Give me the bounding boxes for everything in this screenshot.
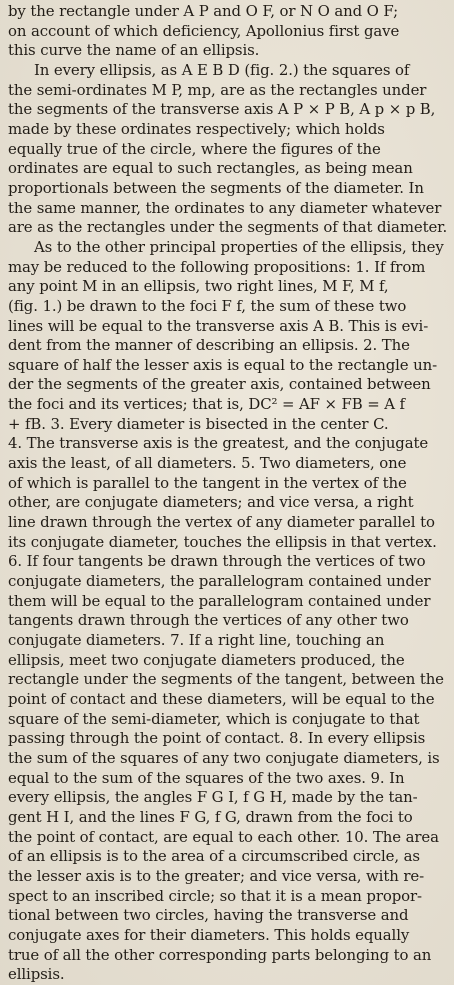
paragraph-start-line: As to the other principal properties of the ellipsis, they [34, 237, 444, 256]
text-line: ellipsis, meet two conjugate diameters produced, the [8, 650, 405, 669]
text-line: ordinates are equal to such rectangles, as being mean [8, 159, 413, 178]
text-line: (fig. 1.) be drawn to the foci F f, the sum of these two [8, 296, 407, 315]
text-line: tangents drawn through the vertices of any other two [8, 611, 409, 630]
text-line: 4. The transverse axis is the greatest, and the conjugate [8, 434, 429, 453]
text-line: other, are conjugate diameters; and vice versa, a right [8, 493, 414, 512]
text-line: conjugate diameters. 7. If a right line, touching an [8, 631, 385, 649]
text-line: ellipsis. [8, 965, 65, 984]
text-line: rectangle under the segments of the tangent, between the [8, 670, 444, 689]
text-line: by the rectangle under A P and O F, or N O and O F; [8, 2, 399, 20]
text-line: lines will be equal to the transverse axis A B. This is evi- [8, 316, 429, 335]
text-line: this curve the name of an ellipsis. [8, 41, 260, 60]
text-line: der the segments of the greater axis, contained between [8, 375, 431, 394]
text-line: of which is parallel to the tangent in the vertex of the [8, 473, 407, 492]
text-line: line drawn through the vertex of any diameter parallel to [8, 513, 435, 532]
text-line: the same manner, the ordinates to any diameter whatever [8, 198, 442, 217]
text-line: conjugate diameters, the parallelogram contained under [8, 572, 431, 591]
text-line: on account of which deficiency, Apollonius first gave [8, 21, 400, 40]
text-line: proportionals between the segments of the diameter. In [8, 178, 424, 197]
text-line: every ellipsis, the angles F G I, f G H, made by the tan- [8, 788, 418, 807]
text-line: are as the rectangles under the segments of that diameter. [8, 218, 448, 237]
text-line: tional between two circles, having the transverse and [8, 906, 409, 925]
text-line: its conjugate diameter, touches the ellipsis in that vertex. [8, 532, 437, 551]
text-line: any point M in an ellipsis, two right lines, M F, M f, [8, 277, 389, 296]
body-text [8, 2, 450, 985]
text-line: the lesser axis is to the greater; and vice versa, with re- [8, 866, 424, 885]
text-line: them will be equal to the parallelogram contained under [8, 591, 431, 610]
text-line: the foci and its vertices; that is, DC² = AF × FB = A f [8, 395, 405, 414]
paragraph-start-line: In every ellipsis, as A E B D (fig. 2.) the squares of [34, 60, 410, 79]
text-line: gent H I, and the lines F G, f G, drawn from the foci to [8, 807, 413, 826]
text-line: spect to an inscribed circle; so that it is a mean propor- [8, 886, 422, 905]
text-line: conjugate axes for their diameters. This holds equally [8, 925, 410, 944]
text-line: of an ellipsis is to the area of a circumscribed circle, as [8, 847, 420, 866]
text-line: square of half the lesser axis is equal to the rectangle un- [8, 355, 438, 374]
text-line: + fB. 3. Every diameter is bisected in the center C. [8, 414, 389, 433]
text-line: may be reduced to the following propositions: 1. If from [8, 257, 426, 276]
text-line: passing through the point of contact. 8. In every ellipsis [8, 729, 426, 748]
text-line: point of contact and these diameters, will be equal to the [8, 689, 435, 708]
text-line: square of the semi-diameter, which is conjugate to that [8, 709, 420, 728]
text-line: equal to the sum of the squares of the two axes. 9. In [8, 768, 405, 787]
text-line: the sum of the squares of any two conjugate diameters, is [8, 748, 440, 767]
text-line: the point of contact, are equal to each other. 10. The area [8, 827, 439, 846]
text-line: made by these ordinates respectively; which holds [8, 119, 385, 138]
text-line: the segments of the transverse axis A P × P B, A p × p B, [8, 100, 436, 119]
text-line: dent from the manner of describing an ellipsis. 2. The [8, 336, 410, 355]
text-line: the semi-ordinates M P, mp, are as the rectangles under [8, 80, 427, 99]
text-line: 6. If four tangents be drawn through the vertices of two [8, 552, 426, 571]
text-line: equally true of the circle, where the figures of the [8, 139, 381, 158]
text-line: axis the least, of all diameters. 5. Two diameters, one [8, 454, 407, 473]
text-line: true of all the other corresponding parts belonging to an [8, 945, 432, 964]
